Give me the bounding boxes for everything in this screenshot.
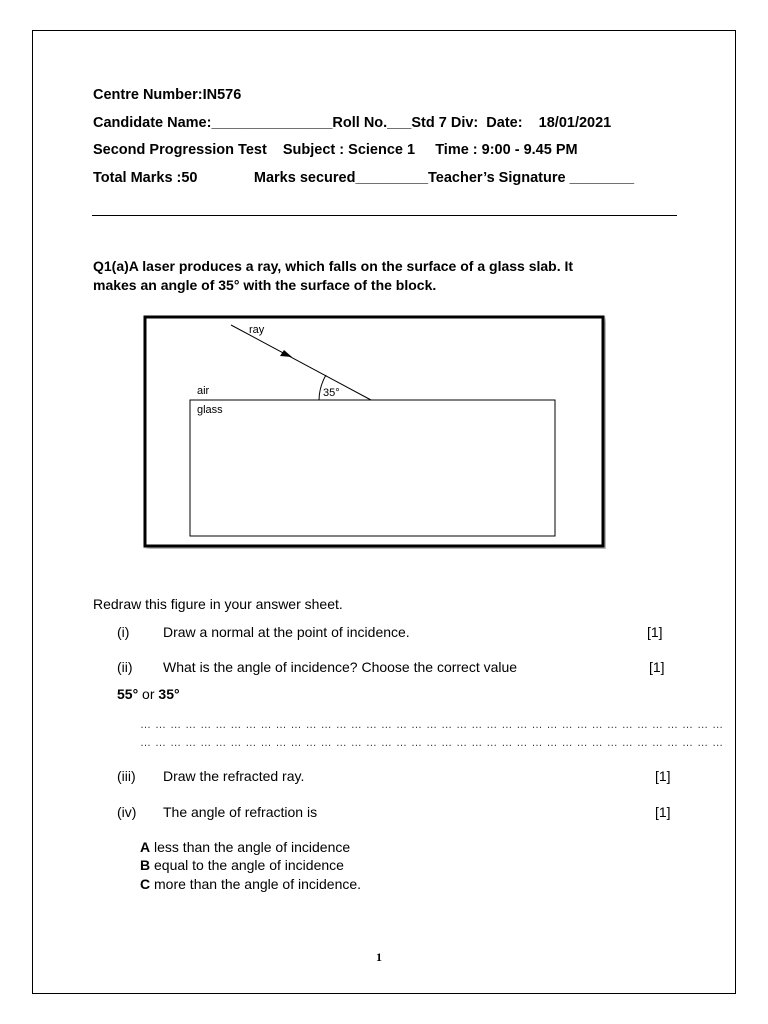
angle-label: 35° [323,387,340,399]
glass-slab-figure [143,315,606,549]
choice-55: 55° [117,686,139,702]
option-c-text: more than the angle of incidence. [150,876,362,892]
option-a-letter: A [140,839,151,855]
choice-or: or [138,686,159,702]
page-number: 1 [376,950,382,964]
part-i-text: Draw a normal at the point of incidence. [163,624,410,640]
option-c [140,876,361,892]
question-line-2: makes an angle of 35° with the surface of the block. [93,277,437,293]
part-ii-text: What is the angle of incidence? Choose the correct value [163,659,518,675]
part-iv-marks: [1] [655,804,671,820]
answer-line-1: … … … … … … … … … … … … … … … … … … … … … … … … … … … … … … … … … … … … … … … [140,719,724,731]
candidate-line: Candidate Name:_______________Roll No.___Std 7 Div: Date: 18/01/2021 [93,115,612,131]
part-iv-text: The angle of refraction is [163,804,318,820]
part-i-marks: [1] [647,624,663,640]
choice-35: 35° [158,686,180,702]
option-a-text: less than the angle of incidence [150,839,351,855]
header-divider [92,215,677,216]
marks-line: Total Marks :50 Marks secured_________Teacher’s Signature ________ [93,170,635,186]
glass-block [190,400,555,536]
option-c-letter: C [140,876,151,892]
instruction-text: Redraw this figure in your answer sheet. [93,596,343,612]
part-ii-number: (ii) [117,659,133,675]
option-b-text: equal to the angle of incidence [150,857,344,873]
part-ii-marks: [1] [649,659,665,675]
part-i-number: (i) [117,624,130,640]
part-iii-text: Draw the refracted ray. [163,768,305,784]
answer-line-2: … … … … … … … … … … … … … … … … … … … … … … … … … … … … … … … … … … … … … … … [140,737,724,749]
glass-label: glass [197,404,223,416]
ray-label: ray [249,324,265,336]
part-iv-number: (iv) [117,804,137,820]
question-text [93,257,573,295]
question-line-1: Q1(a)A laser produces a ray, which falls on the surface of a glass slab. It [93,258,574,274]
option-b-letter: B [140,857,151,873]
option-b [140,857,344,873]
part-iii-number: (iii) [117,768,136,784]
test-info-line: Second Progression Test Subject : Science 1 Time : 9:00 - 9.45 PM [93,142,578,158]
option-a [140,839,350,855]
air-label: air [197,385,210,397]
centre-number: Centre Number:IN576 [93,87,242,103]
part-iii-marks: [1] [655,768,671,784]
part-ii-choices [117,686,180,702]
